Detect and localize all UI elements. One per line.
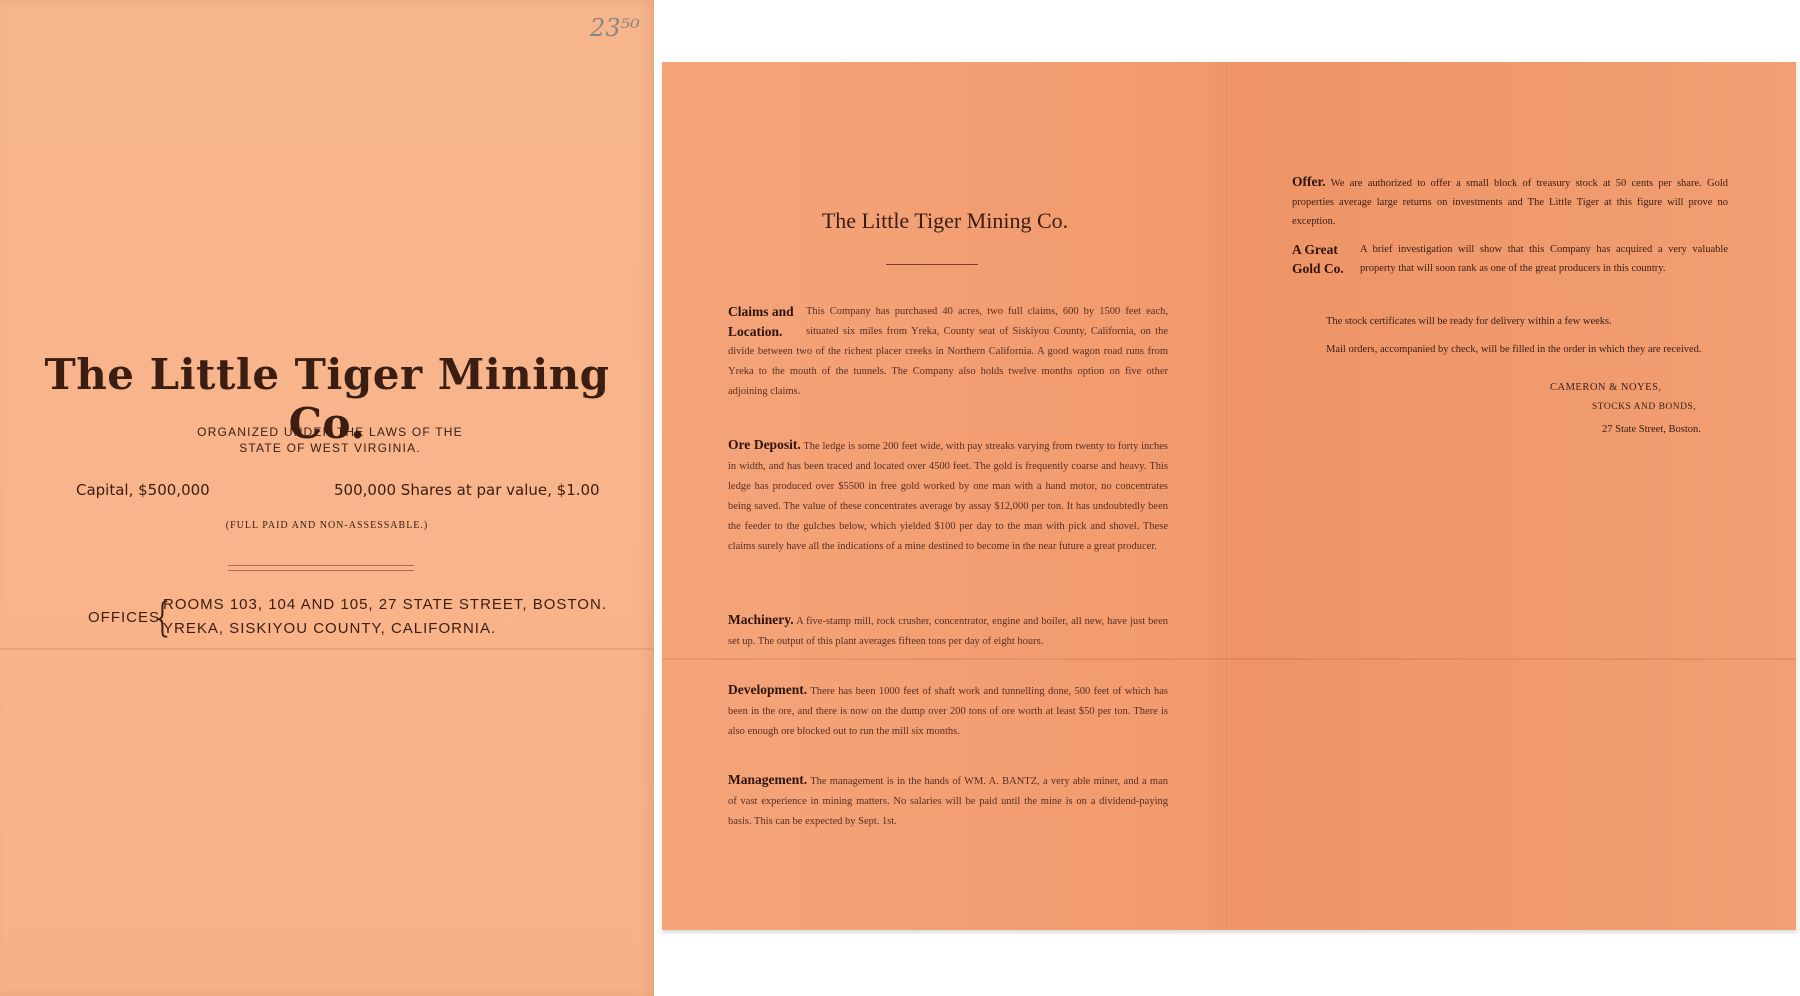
mail-orders-paragraph: Mail orders, accompanied by check, will be filled in the order in which they are received.: [1326, 344, 1702, 355]
claims-heading-line-1: Claims and: [728, 304, 794, 319]
cover-full-paid-note: (FULL PAID AND NON-ASSESSABLE.): [225, 520, 429, 531]
spread-paper: [662, 62, 1796, 930]
ore-text: The ledge is some 200 feet wide, with pay streaks varying from twenty to forty inches in width, and has been traced and located over 4500 feet. The gold is frequently coarse and heavy. This ledge has produced over $5500 in free gold worked by one man with a hand motor, no concentrates being saved. The value of these concentrates average by assay $12,000 per ton. It has undoubtedly been the feeder to the gulches below, which yielded $100 per day to the man with pick and shovel. These claims surely have all the indications of a mine destined to become in the near future a great producer.: [728, 441, 1168, 552]
offices-label: OFFICES: [88, 609, 161, 626]
cover-sheet: [0, 0, 654, 996]
signature-firm: CAMERON & NOYES,: [1550, 382, 1662, 393]
offer-heading: Offer.: [1292, 174, 1326, 189]
cover-shares: 500,000 Shares at par value, $1.00: [334, 481, 600, 499]
show-through-watermark: [1173, 462, 1302, 902]
section-machinery: [728, 610, 1168, 652]
claims-heading-line-2: Location.: [728, 324, 783, 339]
machinery-heading: Machinery.: [728, 612, 794, 627]
offices-brace-icon: {: [150, 595, 176, 641]
management-text: The management is in the hands of WM. A. BANTZ, a very able miner, and a man of vast experience in mining matters. No salaries will be paid until the mine is on a dividend-paying basis. This can be expected by Sept. 1st.: [728, 776, 1168, 827]
cover-double-rule: [228, 565, 414, 571]
section-offer: [1292, 172, 1728, 231]
great-gold-heading-line-2: Gold Co.: [1292, 261, 1344, 276]
office-boston: ROOMS 103, 104 AND 105, 27 STATE STREET, BOSTON.: [163, 596, 607, 613]
title-ornament-rule: [886, 264, 978, 266]
machinery-text: A five-stamp mill, rock crusher, concentrator, engine and boiler, all new, have just been set up. The output of this plant averages fifteen tons per day of eight hours.: [728, 616, 1169, 647]
inner-page-title: The Little Tiger Mining Co.: [821, 208, 1069, 233]
offer-text: We are authorized to offer a small block of treasury stock at 50 cents per share. Gold properties average large returns on investments and The Little Tiger at this figure will prove no exception.: [1292, 178, 1728, 227]
great-gold-text: A brief investigation will show that this Company has acquired a very valuable property that will soon rank as one of the great producers in this country.: [1360, 244, 1728, 274]
section-management: [728, 770, 1168, 832]
cover-fold-line: [0, 648, 654, 650]
management-heading: Management.: [728, 772, 808, 787]
section-ore-deposit: [728, 435, 1168, 557]
pencil-price-note: 23⁵⁰: [590, 14, 640, 42]
office-yreka: YREKA, SISKIYOU COUNTY, CALIFORNIA.: [163, 620, 497, 637]
open-prospectus-spread: [662, 62, 1800, 934]
cover-title: The Little Tiger Mining Co.: [44, 350, 610, 448]
great-gold-heading-line-1: A Great: [1292, 242, 1338, 257]
great-gold-heading: [1292, 240, 1360, 278]
cover-capital: Capital, $500,000: [76, 481, 210, 499]
section-development: [728, 680, 1168, 742]
signature-address: 27 State Street, Boston.: [1602, 424, 1701, 435]
ore-heading: Ore Deposit.: [728, 437, 801, 452]
signature-role: STOCKS AND BONDS,: [1592, 402, 1697, 412]
claims-text: This Company has purchased 40 acres, two full claims, 600 by 1500 feet each, situated six miles from Yreka, County seat of Siskiyou County, California, on the divide between two of the richest placer creeks in Northern California. A good wagon road runs from Yreka to the mouth of the tunnels. The Company also holds twelve months option on five other adjoining claims.: [728, 306, 1168, 397]
cover-organized-text: [170, 424, 490, 456]
claims-heading: [728, 302, 806, 342]
organized-line-2: STATE OF WEST VIRGINIA.: [239, 441, 421, 455]
certificates-paragraph: The stock certificates will be ready for delivery within a few weeks.: [1326, 316, 1612, 327]
section-great-gold: [1292, 240, 1728, 278]
organized-line-1: ORGANIZED UNDER THE LAWS OF THE: [197, 425, 463, 439]
development-heading: Development.: [728, 682, 808, 697]
section-claims: [728, 302, 1168, 402]
development-text: There has been 1000 feet of shaft work and tunnelling done, 500 feet of which has been in the ore, and there is now on the dump over 200 tons of ore worth at least $50 per ton. There is also enough ore blocked out to run the mill six months.: [728, 686, 1169, 737]
